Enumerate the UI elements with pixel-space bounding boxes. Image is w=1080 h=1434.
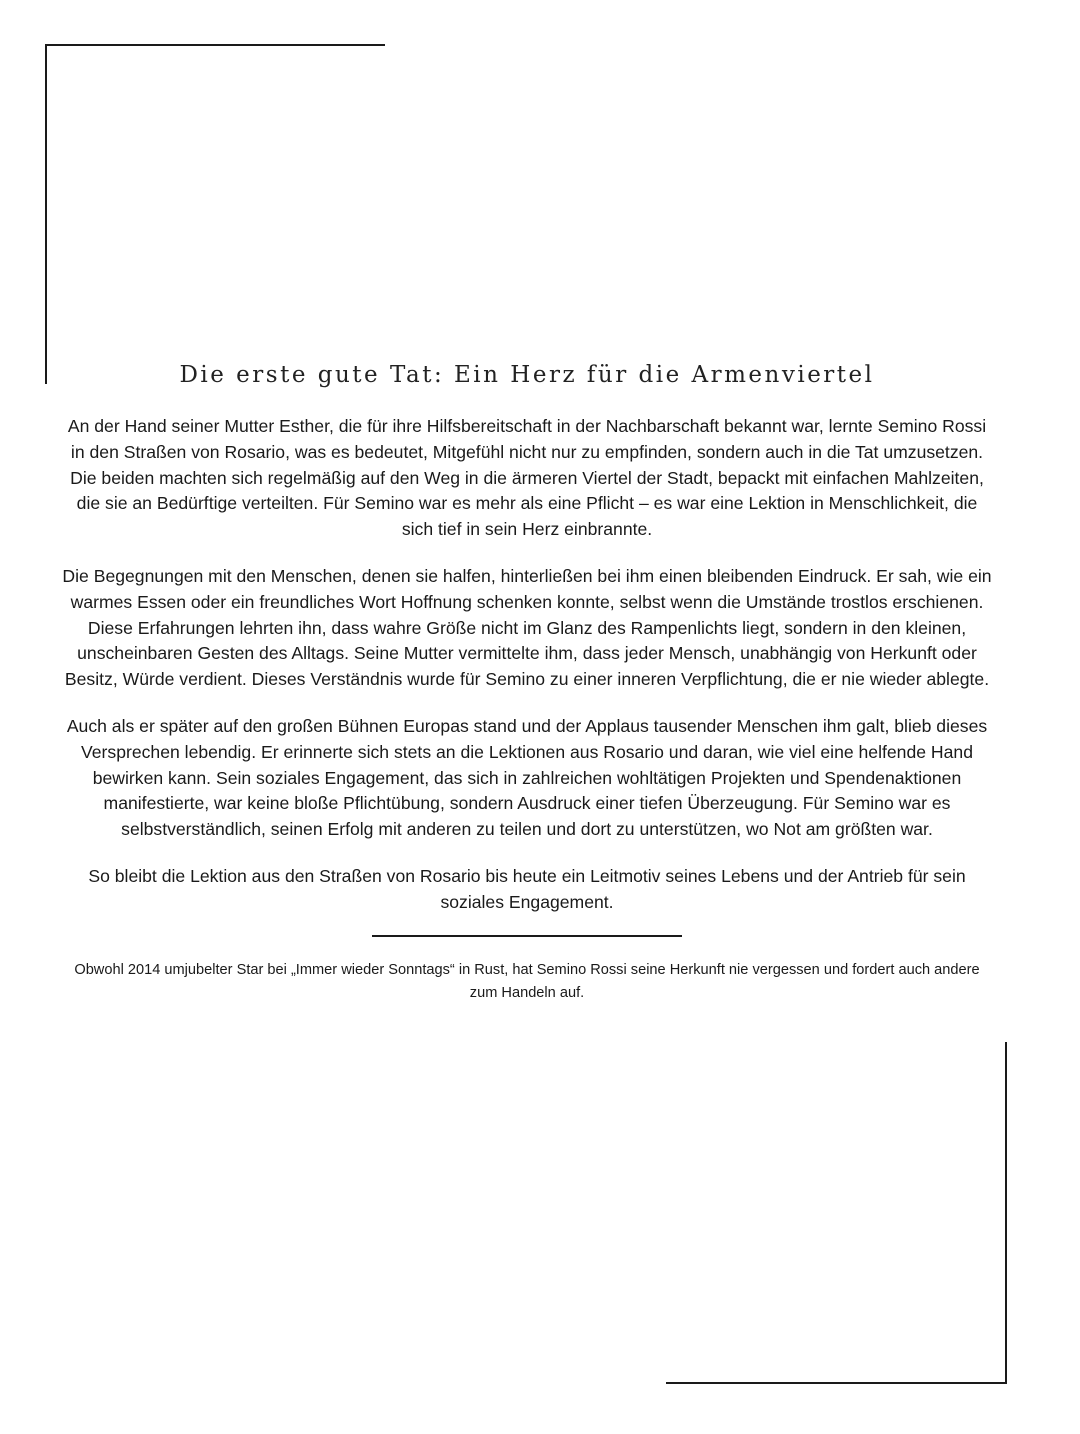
caption-divider: [372, 935, 682, 937]
article-paragraph-1: An der Hand seiner Mutter Esther, die für ihre Hilfsbereitschaft in der Nachbarschaft bekannt war, lernte Semino Rossi in den Straßen von Rosario, was es bedeutet, Mitgefühl nicht nur zu empfinden, sondern auch in die Tat umzusetzen. Die beiden machten sich regelmäßig auf den Weg in die ärmeren Viertel der Stadt, bepackt mit einfachen Mahlzeiten, die sie an Bedürftige verteilten. Für Semino war es mehr als eine Pflicht – es war eine Lektion in Menschlichkeit, die sich tief in sein Herz einbrannte.: [67, 416, 987, 540]
frame-corner-bottom-right-vertical: [1005, 1042, 1007, 1384]
image-caption: Obwohl 2014 umjubelter Star bei „Immer wieder Sonntags“ in Rust, hat Semino Rossi seine Herkunft nie vergessen und fordert auch andere zum Handeln auf.: [74, 961, 980, 1001]
frame-corner-top-left-vertical: [45, 44, 47, 384]
article-title: Die erste gute Tat: Ein Herz für die Armenviertel: [179, 362, 875, 388]
frame-corner-top-left-horizontal: [45, 44, 385, 46]
article-paragraph-2: Die Begegnungen mit den Menschen, denen sie halfen, hinterließen bei ihm einen bleibenden Eindruck. Er sah, wie ein warmes Essen oder ein freundliches Wort Hoffnung schenken konnte, selbst wenn die Umstände trostlos erschienen. Diese Erfahrungen lehrten ihn, dass wahre Größe nicht im Glanz des Rampenlichts liegt, sondern in den kleinen, unscheinbaren Gesten des Alltags. Seine Mutter vermittelte ihm, dass jeder Mensch, unabhängig von Herkunft oder Besitz, Würde verdient. Dieses Verständnis wurde für Semino zu einer inneren Verpflichtung, die er nie wieder ablegte.: [62, 565, 992, 690]
article: [62, 362, 992, 1005]
article-paragraph-3: Auch als er später auf den großen Bühnen Europas stand und der Applaus tausender Menschen ihm galt, blieb dieses Versprechen lebendig. Er erinnerte sich stets an die Lektionen aus Rosario und daran, wie viel eine helfende Hand bewirken kann. Sein soziales Engagement, das sich in zahlreichen wohltätigen Projekten und Spendenaktionen manifestierte, war keine bloße Pflichtübung, sondern Ausdruck einer tiefen Überzeugung. Für Semino war es selbstverständlich, seinen Erfolg mit anderen zu teilen und dort zu unterstützen, wo Not am größten war.: [66, 715, 988, 840]
article-paragraph-4: So bleibt die Lektion aus den Straßen von Rosario bis heute ein Leitmotiv seines Lebens und der Antrieb für sein soziales Engagement.: [88, 865, 966, 912]
frame-corner-bottom-right-horizontal: [666, 1382, 1007, 1384]
